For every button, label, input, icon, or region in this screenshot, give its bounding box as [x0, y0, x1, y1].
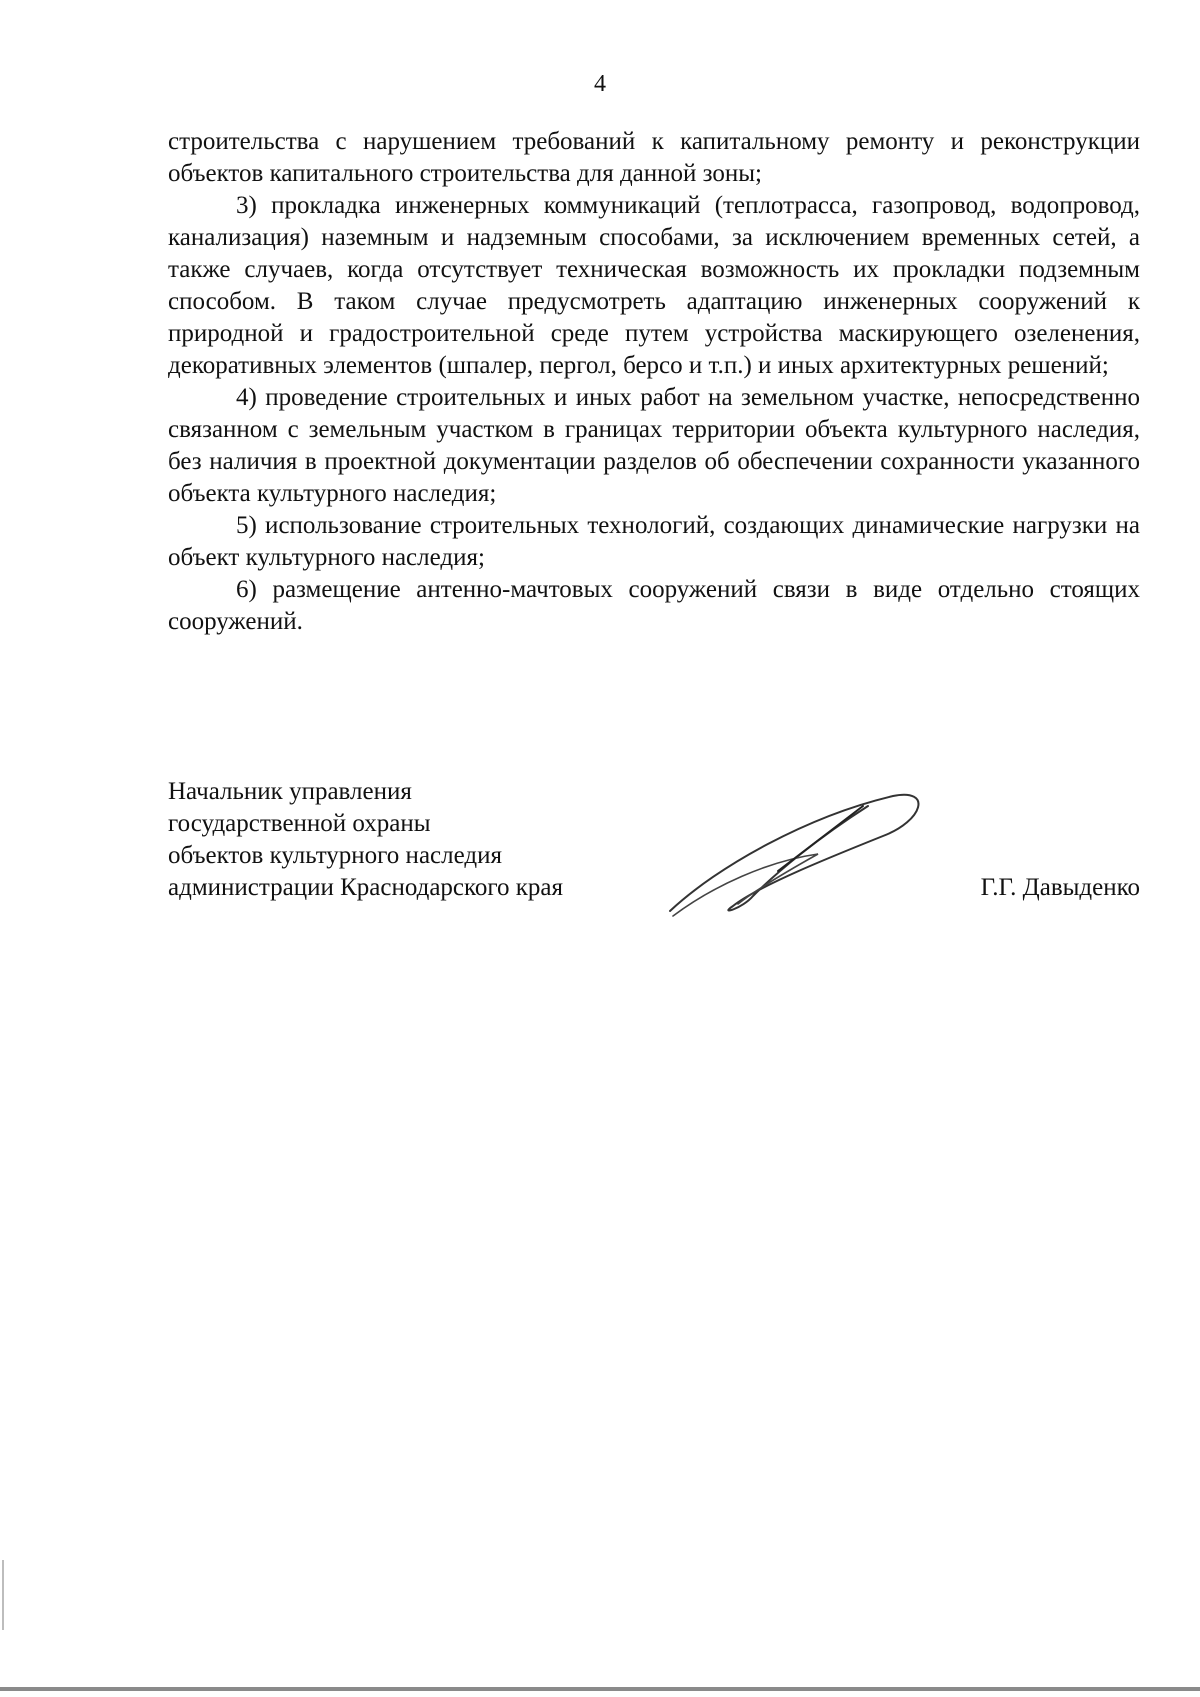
scan-edge-line [0, 1687, 1200, 1691]
signatory-title-line: объектов культурного наследия [168, 842, 502, 869]
signatory-title-line: администрации Краснодарского края [168, 874, 564, 901]
scan-edge-mark [2, 1560, 4, 1630]
signatory-title-line: Начальник управления [168, 778, 412, 805]
handwritten-signature [658, 776, 938, 926]
page-number: 4 [594, 71, 606, 97]
signatory-title [168, 776, 563, 904]
paragraph-item-5: 5) использование строительных технологий, создающих динамические нагрузки на объект культурного наследия; [168, 512, 1140, 571]
paragraph-item-3: 3) прокладка инженерных коммуникаций (теплотрасса, газопровод, водопровод, канализация) наземным и надземным способами, за исключением временных сетей, а также случаев, когда отсутствует техническая возможность их прокладки подземным способом. В таком случае предусмотреть адаптацию инженерных сооружений к природной и градостроительной среде путем устройства маскирующего озеленения, декоративных элементов (шпалер, пергол, берсо и т.п.) и иных архитектурных решений; [168, 192, 1140, 379]
paragraph-item-4: 4) проведение строительных и иных работ на земельном участке, непосредственно связанном с земельным участком в границах территории объекта культурного наследия, без наличия в проектной документации разделов об обеспечении сохранности указанного объекта культурного наследия; [168, 384, 1140, 507]
signatory-name: Г.Г. Давыденко [980, 874, 1140, 901]
signatory-title-line: государственной охраны [168, 810, 431, 837]
document-body [168, 126, 1140, 638]
paragraph-continuation: строительства с нарушением требований к капитальному ремонту и реконструкции объектов капитального строительства для данной зоны; [168, 128, 1140, 187]
signature-block [168, 776, 1140, 936]
paragraph-item-6: 6) размещение антенно-мачтовых сооружений связи в виде отдельно стоящих сооружений. [168, 576, 1140, 635]
